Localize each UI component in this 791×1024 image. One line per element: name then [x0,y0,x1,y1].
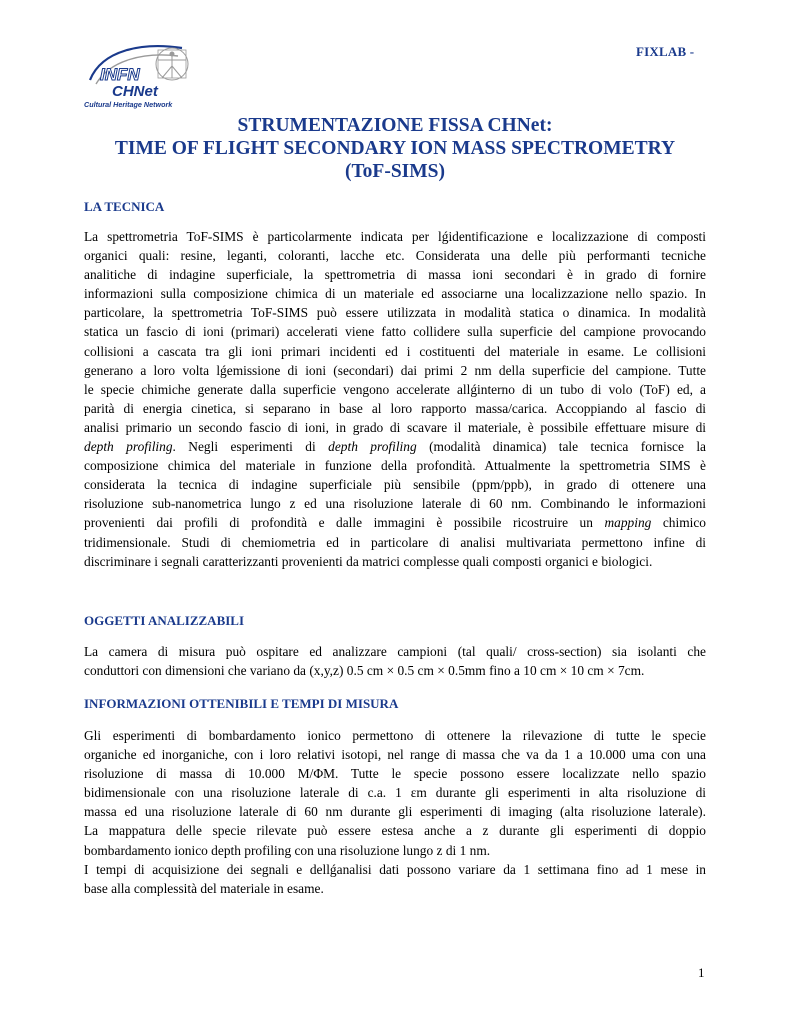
paragraph-informazioni [84,726,706,860]
page-number: 1 [698,965,705,980]
title-line-1: STRUMENTAZIONE FISSA CHNet: [237,115,553,136]
text-line: risoluzione di massa di 10.000 M/ΦM. Tutte le specie possono essere localizzate nello spazio [84,766,706,782]
heading-oggetti-analizzabili: OGGETTI ANALIZZABILI [84,613,245,628]
text-line: bombardamento ionico depth profiling con una risoluzione lungo z di 1 nm. [84,842,491,858]
text-line: parità di energia cinetica, si separano in base al loro rapporto massa/carica. Accoppiando al fascio di [84,400,706,416]
text-line: I tempi di acquisizione dei segnali e dellǵanalisi dati possono variare da 1 settimana fino ad 1 mese in [84,862,706,877]
paragraph-oggetti [84,642,706,680]
infn-chnet-logo [82,40,196,110]
text-line: Gli esperimenti di bombardamento ionico permettono di ottenere la rilevazione di tutte le specie [84,728,706,743]
heading-la-tecnica: LA TECNICA [84,199,165,214]
title-line-2: TIME OF FLIGHT SECONDARY ION MASS SPECTROMETRY [114,138,676,159]
text-line: conduttori con dimensioni che variano da (x,y,z) 0.5 cm × 0.5 cm × 0.5mm fino a 10 cm × 10 cm × 7cm. [84,663,645,679]
text-line: analisi primario un secondo fascio di ioni, in grado di scavare il materiale, è possibile effettuare misure di [84,419,706,435]
text-fragment: chimico [651,515,706,531]
text-line: statica un fascio di ioni (primari) accelerati viene fatto collidere sulla superficie del campione provocando [84,324,706,340]
logo-text-network: Cultural Heritage Network [84,100,173,109]
italic-mapping: mapping [604,515,652,531]
text-line: massa ed una risoluzione laterale di 60 nm durante gli esperimenti di imaging (alta risoluzione laterale). [84,804,706,820]
title-line-3: (ToF-SIMS) [344,161,446,182]
text-line: La spettrometria ToF-SIMS è particolarmente indicata per lǵidentificazione e localizzazione di composti [84,229,706,244]
paragraph-tecnica [84,227,706,571]
text-line: composizione chimica del materiale in funzione della profondità. Attualmente la spettrometria SIMS è [84,458,706,474]
text-line: tridimensionale. Studi di chemiometria ed in particolare di analisi multivariata permettono infine di [84,534,706,550]
logo-text-chnet: CHNet [112,83,158,100]
document-title [80,114,710,183]
logo-text-infn: INFN [100,65,140,84]
text-fragment: . Negli esperimenti di [172,439,329,455]
text-line: bidimensionale con una risoluzione laterale di c.a. 1 εm durante gli esperimenti in alta risoluzione di [84,785,706,801]
text-line: La mappatura delle specie rilevate può essere estesa anche a z durante gli esperimenti di doppio [84,823,706,839]
text-line: organici quali: resine, leganti, coloranti, lacche etc. Considerata una delle più performanti tecniche [84,248,706,264]
header-label: FIXLAB - [636,44,695,59]
text-line [84,513,706,532]
italic-depth-profiling: depth profiling [84,439,173,455]
text-line: informazioni sulla composizione chimica di un materiale ed associarne una localizzazione nello spazio. In [84,286,706,302]
text-line: le specie chimiche generate dalla superficie vengono accelerate allǵinterno di un tubo di volo (ToF) ed, a [84,381,706,397]
heading-informazioni: INFORMAZIONI OTTENIBILI E TEMPI DI MISURA [84,696,399,711]
text-line: considerata la tecnica di indagine superficiale più sensibile (ppm/ppb), in grado di ottenere una [84,477,706,493]
text-fragment: provenienti dai profili di profondità e dalle immagini è possibile ricostruire un [84,515,605,531]
text-line: collisioni a cascata tra gli ioni primari incidenti ed i costituenti del materiale in esame. Le collisioni [84,343,706,359]
text-line: risoluzione sub-nanometrica lungo z ed una risoluzione laterale di 60 nm. Combinando le informazioni [84,496,706,512]
text-line: La camera di misura può ospitare ed analizzare campioni (tal quali/ cross-section) sia isolanti che [84,644,706,659]
text-line: particolare, la spettrometria ToF-SIMS può essere utilizzata in modalità statica o dinamica. In modalità [84,305,706,321]
text-line: discriminare i segnali caratterizzanti provenienti da matrici complesse quali composti organici e biologici. [84,553,653,569]
italic-depth-profiling: depth profiling [328,439,417,455]
text-line: organiche ed inorganiche, con i loro relativi isotopi, nel range di massa che va da 1 a 10.000 uma con una [84,747,706,763]
text-line [84,437,706,456]
text-line: analitiche di indagine superficiale, la spettrometria di massa ioni secondari è in grado di fornire [84,267,706,283]
text-line: base alla complessità del materiale in esame. [84,881,324,897]
text-line: generano a loro volta lǵemissione di ioni (secondari) dai primi 2 nm della superficie del campione. Tutte [84,362,706,378]
text-fragment: (modalità dinamica) tale tecnica fornisce la [416,439,706,455]
paragraph-tempi [84,860,706,898]
